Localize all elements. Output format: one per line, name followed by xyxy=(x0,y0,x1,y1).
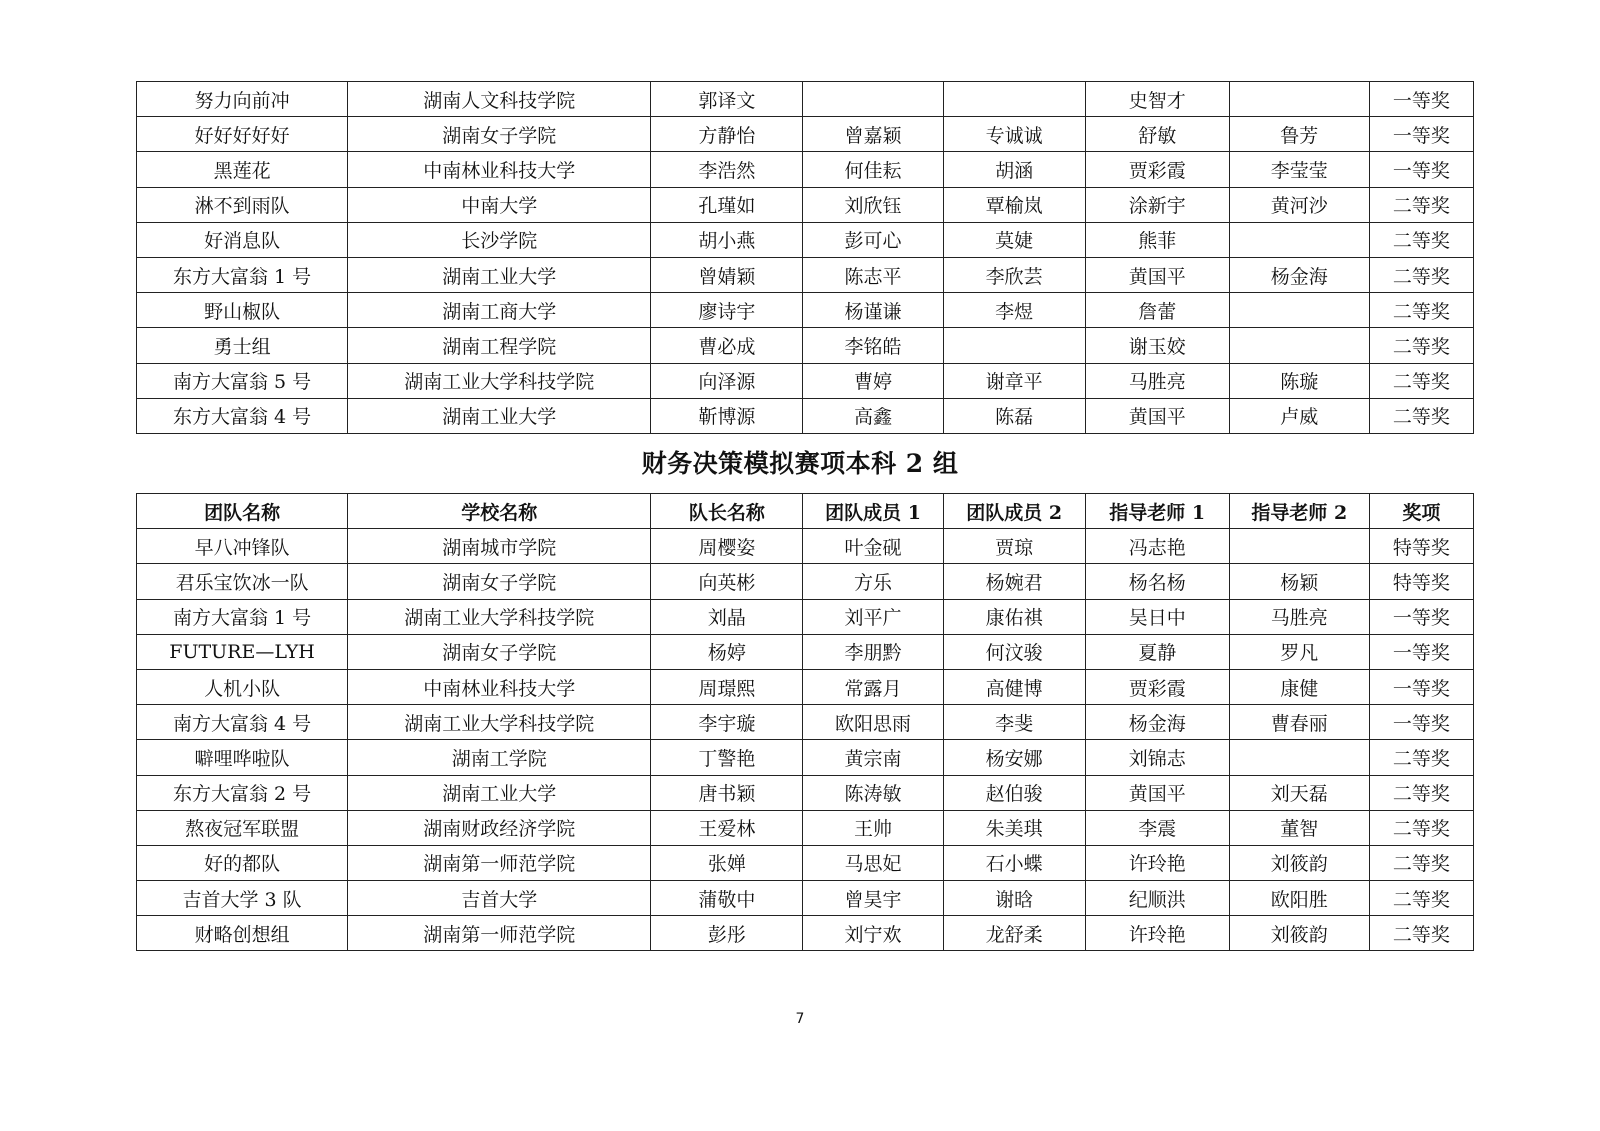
award-cell: 二等奖 xyxy=(1369,810,1473,845)
member-2-cell xyxy=(943,82,1085,117)
team-name-cell: 好的都队 xyxy=(137,845,348,880)
advisor-2-cell: 刘筱韵 xyxy=(1229,845,1369,880)
member-1-cell: 黄宗南 xyxy=(803,740,943,775)
advisor-1-cell: 贾彩霞 xyxy=(1085,152,1229,187)
captain-name-cell: 张婵 xyxy=(651,845,803,880)
advisor-1-cell: 史智才 xyxy=(1085,82,1229,117)
table-row xyxy=(137,845,1474,880)
advisor-2-cell: 罗凡 xyxy=(1229,634,1369,669)
school-name-cell: 中南林业科技大学 xyxy=(348,152,651,187)
table-row xyxy=(137,740,1474,775)
award-cell: 特等奖 xyxy=(1369,529,1473,564)
award-cell: 二等奖 xyxy=(1369,363,1473,398)
awards-table-undergrad-group-2 xyxy=(136,493,1474,951)
member-1-cell: 李铭皓 xyxy=(803,328,943,363)
member-1-cell: 高鑫 xyxy=(803,398,943,433)
advisor-2-cell: 黄河沙 xyxy=(1229,187,1369,222)
member-2-cell: 李斐 xyxy=(943,705,1085,740)
captain-name-cell: 杨婷 xyxy=(651,634,803,669)
advisor-2-header: 指导老师 2 xyxy=(1229,494,1369,529)
table-row xyxy=(137,293,1474,328)
advisor-1-cell: 黄国平 xyxy=(1085,257,1229,292)
table-row xyxy=(137,257,1474,292)
member-2-cell: 专诚诚 xyxy=(943,117,1085,152)
advisor-2-cell xyxy=(1229,82,1369,117)
team-name-cell: FUTURE—LYH xyxy=(137,634,348,669)
captain-name-cell: 周樱姿 xyxy=(651,529,803,564)
table-row xyxy=(137,916,1474,951)
captain-name-cell: 周璟熙 xyxy=(651,669,803,704)
award-cell: 一等奖 xyxy=(1369,152,1473,187)
member-1-cell: 刘宁欢 xyxy=(803,916,943,951)
award-cell: 一等奖 xyxy=(1369,705,1473,740)
member-1-cell: 王帅 xyxy=(803,810,943,845)
school-name-cell: 湖南工业大学科技学院 xyxy=(348,705,651,740)
team-name-cell: 努力向前冲 xyxy=(137,82,348,117)
member-2-header: 团队成员 2 xyxy=(943,494,1085,529)
advisor-1-cell: 涂新宇 xyxy=(1085,187,1229,222)
team-name-cell: 南方大富翁 4 号 xyxy=(137,705,348,740)
advisor-1-cell: 詹蕾 xyxy=(1085,293,1229,328)
award-header: 奖项 xyxy=(1369,494,1473,529)
advisor-2-cell: 刘天磊 xyxy=(1229,775,1369,810)
captain-name-cell: 向英彬 xyxy=(651,564,803,599)
table-row xyxy=(137,564,1474,599)
member-1-cell: 曾昊宇 xyxy=(803,881,943,916)
award-cell: 二等奖 xyxy=(1369,222,1473,257)
team-name-cell: 勇士组 xyxy=(137,328,348,363)
school-name-cell: 湖南工学院 xyxy=(348,740,651,775)
team-name-cell: 君乐宝饮冰一队 xyxy=(137,564,348,599)
member-2-cell xyxy=(943,328,1085,363)
award-cell: 一等奖 xyxy=(1369,117,1473,152)
captain-name-cell: 靳博源 xyxy=(651,398,803,433)
advisor-1-cell: 许玲艳 xyxy=(1085,916,1229,951)
captain-name-cell: 唐书颖 xyxy=(651,775,803,810)
table-row xyxy=(137,599,1474,634)
advisor-2-cell xyxy=(1229,740,1369,775)
member-1-cell: 欧阳思雨 xyxy=(803,705,943,740)
member-1-cell: 刘平广 xyxy=(803,599,943,634)
award-cell: 特等奖 xyxy=(1369,564,1473,599)
advisor-2-cell: 欧阳胜 xyxy=(1229,881,1369,916)
member-1-cell: 刘欣钰 xyxy=(803,187,943,222)
advisor-2-cell: 鲁芳 xyxy=(1229,117,1369,152)
award-cell: 二等奖 xyxy=(1369,916,1473,951)
advisor-2-cell: 杨金海 xyxy=(1229,257,1369,292)
page-number: 7 xyxy=(795,1011,805,1027)
advisor-1-cell: 冯志艳 xyxy=(1085,529,1229,564)
captain-name-cell: 李浩然 xyxy=(651,152,803,187)
school-name-cell: 湖南女子学院 xyxy=(348,117,651,152)
member-2-cell: 龙舒柔 xyxy=(943,916,1085,951)
advisor-1-cell: 吴日中 xyxy=(1085,599,1229,634)
school-name-header: 学校名称 xyxy=(348,494,651,529)
captain-name-cell: 曾婧颖 xyxy=(651,257,803,292)
school-name-cell: 湖南工业大学 xyxy=(348,398,651,433)
table-row xyxy=(137,881,1474,916)
table-header-row xyxy=(137,494,1474,529)
table-row xyxy=(137,810,1474,845)
team-name-cell: 南方大富翁 5 号 xyxy=(137,363,348,398)
captain-name-cell: 孔瑾如 xyxy=(651,187,803,222)
award-cell: 二等奖 xyxy=(1369,845,1473,880)
school-name-cell: 中南林业科技大学 xyxy=(348,669,651,704)
school-name-cell: 中南大学 xyxy=(348,187,651,222)
school-name-cell: 湖南第一师范学院 xyxy=(348,845,651,880)
team-name-cell: 东方大富翁 4 号 xyxy=(137,398,348,433)
member-1-cell: 陈志平 xyxy=(803,257,943,292)
captain-name-cell: 蒲敬中 xyxy=(651,881,803,916)
member-2-cell: 李欣芸 xyxy=(943,257,1085,292)
table-row xyxy=(137,82,1474,117)
award-cell: 一等奖 xyxy=(1369,634,1473,669)
school-name-cell: 湖南女子学院 xyxy=(348,634,651,669)
award-cell: 二等奖 xyxy=(1369,293,1473,328)
advisor-2-cell: 康健 xyxy=(1229,669,1369,704)
advisor-1-cell: 贾彩霞 xyxy=(1085,669,1229,704)
table-row xyxy=(137,669,1474,704)
captain-name-cell: 胡小燕 xyxy=(651,222,803,257)
member-2-cell: 杨安娜 xyxy=(943,740,1085,775)
advisor-1-cell: 刘锦志 xyxy=(1085,740,1229,775)
school-name-cell: 湖南城市学院 xyxy=(348,529,651,564)
advisor-1-cell: 杨名杨 xyxy=(1085,564,1229,599)
award-cell: 二等奖 xyxy=(1369,775,1473,810)
advisor-1-cell: 杨金海 xyxy=(1085,705,1229,740)
team-name-cell: 人机小队 xyxy=(137,669,348,704)
member-2-cell: 何汶骏 xyxy=(943,634,1085,669)
team-name-header: 团队名称 xyxy=(137,494,348,529)
award-cell: 二等奖 xyxy=(1369,187,1473,222)
table-row xyxy=(137,222,1474,257)
awards-table-continued xyxy=(136,81,1474,434)
advisor-1-cell: 马胜亮 xyxy=(1085,363,1229,398)
table-row xyxy=(137,529,1474,564)
advisor-2-cell: 李莹莹 xyxy=(1229,152,1369,187)
school-name-cell: 湖南人文科技学院 xyxy=(348,82,651,117)
member-1-header: 团队成员 1 xyxy=(803,494,943,529)
captain-name-cell: 彭彤 xyxy=(651,916,803,951)
advisor-2-cell: 马胜亮 xyxy=(1229,599,1369,634)
advisor-1-cell: 黄国平 xyxy=(1085,398,1229,433)
captain-name-cell: 丁警艳 xyxy=(651,740,803,775)
member-1-cell: 陈涛敏 xyxy=(803,775,943,810)
member-2-cell: 覃榆岚 xyxy=(943,187,1085,222)
advisor-1-cell: 谢玉姣 xyxy=(1085,328,1229,363)
award-cell: 二等奖 xyxy=(1369,398,1473,433)
captain-name-header: 队长名称 xyxy=(651,494,803,529)
team-name-cell: 好好好好好 xyxy=(137,117,348,152)
table-row xyxy=(137,187,1474,222)
team-name-cell: 南方大富翁 1 号 xyxy=(137,599,348,634)
member-2-cell: 李煜 xyxy=(943,293,1085,328)
advisor-1-cell: 黄国平 xyxy=(1085,775,1229,810)
award-cell: 二等奖 xyxy=(1369,257,1473,292)
school-name-cell: 湖南工程学院 xyxy=(348,328,651,363)
team-name-cell: 东方大富翁 2 号 xyxy=(137,775,348,810)
team-name-cell: 早八冲锋队 xyxy=(137,529,348,564)
member-1-cell: 马思妃 xyxy=(803,845,943,880)
team-name-cell: 吉首大学 3 队 xyxy=(137,881,348,916)
member-2-cell: 陈磊 xyxy=(943,398,1085,433)
captain-name-cell: 曹必成 xyxy=(651,328,803,363)
member-2-cell: 贾琼 xyxy=(943,529,1085,564)
award-cell: 一等奖 xyxy=(1369,669,1473,704)
captain-name-cell: 王爱林 xyxy=(651,810,803,845)
member-2-cell: 朱美琪 xyxy=(943,810,1085,845)
member-2-cell: 石小蝶 xyxy=(943,845,1085,880)
advisor-2-cell: 卢威 xyxy=(1229,398,1369,433)
award-cell: 二等奖 xyxy=(1369,881,1473,916)
captain-name-cell: 廖诗宇 xyxy=(651,293,803,328)
member-2-cell: 杨婉君 xyxy=(943,564,1085,599)
school-name-cell: 湖南财政经济学院 xyxy=(348,810,651,845)
advisor-2-cell xyxy=(1229,222,1369,257)
table-row xyxy=(137,398,1474,433)
advisor-2-cell: 曹春丽 xyxy=(1229,705,1369,740)
member-2-cell: 康佑祺 xyxy=(943,599,1085,634)
advisor-2-cell xyxy=(1229,293,1369,328)
captain-name-cell: 李宇璇 xyxy=(651,705,803,740)
school-name-cell: 湖南女子学院 xyxy=(348,564,651,599)
school-name-cell: 湖南工业大学科技学院 xyxy=(348,363,651,398)
advisor-1-cell: 熊菲 xyxy=(1085,222,1229,257)
member-2-cell: 谢章平 xyxy=(943,363,1085,398)
team-name-cell: 好消息队 xyxy=(137,222,348,257)
member-1-cell: 曹婷 xyxy=(803,363,943,398)
team-name-cell: 东方大富翁 1 号 xyxy=(137,257,348,292)
advisor-1-cell: 纪顺洪 xyxy=(1085,881,1229,916)
advisor-2-cell: 杨颖 xyxy=(1229,564,1369,599)
member-2-cell: 高健博 xyxy=(943,669,1085,704)
member-1-cell: 李朋黔 xyxy=(803,634,943,669)
school-name-cell: 湖南工商大学 xyxy=(348,293,651,328)
member-2-cell: 赵伯骏 xyxy=(943,775,1085,810)
table-row xyxy=(137,117,1474,152)
captain-name-cell: 郭译文 xyxy=(651,82,803,117)
captain-name-cell: 向泽源 xyxy=(651,363,803,398)
team-name-cell: 野山椒队 xyxy=(137,293,348,328)
award-cell: 二等奖 xyxy=(1369,740,1473,775)
team-name-cell: 噼哩哗啦队 xyxy=(137,740,348,775)
team-name-cell: 黑莲花 xyxy=(137,152,348,187)
table-row xyxy=(137,634,1474,669)
member-1-cell: 方乐 xyxy=(803,564,943,599)
table-row xyxy=(137,328,1474,363)
member-2-cell: 谢晗 xyxy=(943,881,1085,916)
advisor-2-cell: 刘筱韵 xyxy=(1229,916,1369,951)
captain-name-cell: 方静怡 xyxy=(651,117,803,152)
school-name-cell: 长沙学院 xyxy=(348,222,651,257)
advisor-1-cell: 许玲艳 xyxy=(1085,845,1229,880)
table-row xyxy=(137,705,1474,740)
team-name-cell: 淋不到雨队 xyxy=(137,187,348,222)
school-name-cell: 湖南第一师范学院 xyxy=(348,916,651,951)
advisor-2-cell xyxy=(1229,328,1369,363)
advisor-1-cell: 夏静 xyxy=(1085,634,1229,669)
school-name-cell: 湖南工业大学科技学院 xyxy=(348,599,651,634)
member-1-cell xyxy=(803,82,943,117)
advisor-2-cell: 董智 xyxy=(1229,810,1369,845)
captain-name-cell: 刘晶 xyxy=(651,599,803,634)
advisor-1-cell: 舒敏 xyxy=(1085,117,1229,152)
member-2-cell: 莫婕 xyxy=(943,222,1085,257)
table-row xyxy=(137,775,1474,810)
advisor-2-cell xyxy=(1229,529,1369,564)
member-1-cell: 叶金砚 xyxy=(803,529,943,564)
member-2-cell: 胡涵 xyxy=(943,152,1085,187)
school-name-cell: 湖南工业大学 xyxy=(348,775,651,810)
school-name-cell: 湖南工业大学 xyxy=(348,257,651,292)
member-1-cell: 何佳耘 xyxy=(803,152,943,187)
team-name-cell: 熬夜冠军联盟 xyxy=(137,810,348,845)
member-1-cell: 常露月 xyxy=(803,669,943,704)
advisor-1-cell: 李震 xyxy=(1085,810,1229,845)
award-cell: 一等奖 xyxy=(1369,82,1473,117)
section-title: 财务决策模拟赛项本科 2 组 xyxy=(641,449,959,478)
table-row xyxy=(137,152,1474,187)
table-row xyxy=(137,363,1474,398)
advisor-2-cell: 陈璇 xyxy=(1229,363,1369,398)
member-1-cell: 曾嘉颖 xyxy=(803,117,943,152)
award-cell: 一等奖 xyxy=(1369,599,1473,634)
member-1-cell: 彭可心 xyxy=(803,222,943,257)
award-cell: 二等奖 xyxy=(1369,328,1473,363)
member-1-cell: 杨谨谦 xyxy=(803,293,943,328)
advisor-1-header: 指导老师 1 xyxy=(1085,494,1229,529)
team-name-cell: 财略创想组 xyxy=(137,916,348,951)
school-name-cell: 吉首大学 xyxy=(348,881,651,916)
